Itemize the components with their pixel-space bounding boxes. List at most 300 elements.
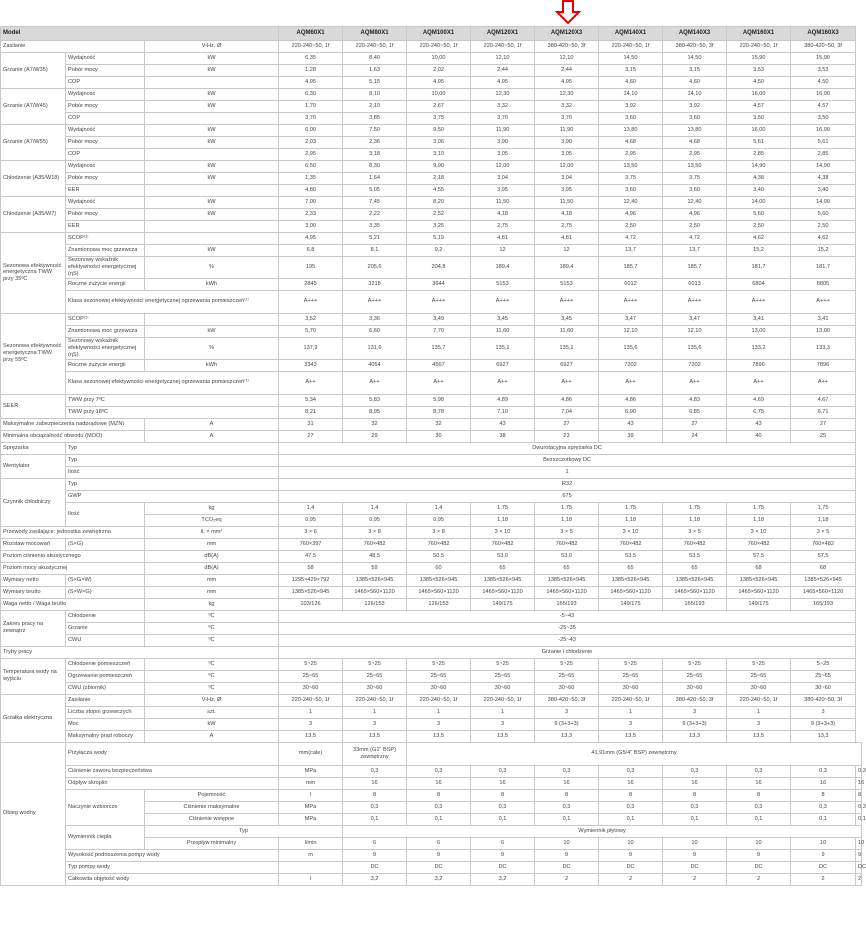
table-cell: Grzanie bbox=[66, 622, 145, 634]
table-cell: Roczne zużycie energii bbox=[66, 359, 145, 371]
table-cell: kW bbox=[145, 65, 279, 77]
table-cell: 1,18 bbox=[535, 514, 599, 526]
table-cell: 13,5 bbox=[471, 730, 535, 742]
table-cell: 3,04 bbox=[535, 173, 599, 185]
table-cell: 220-240~50, 1f bbox=[279, 694, 343, 706]
table-cell: 1385×526×945 bbox=[535, 574, 599, 586]
table-cell: 0,1 bbox=[727, 813, 791, 825]
table-cell: 380-420~50, 3f bbox=[791, 694, 856, 706]
table-cell: DC bbox=[343, 861, 407, 873]
table-cell: 53,5 bbox=[599, 550, 663, 562]
table-cell: MPa bbox=[279, 765, 343, 777]
table-row bbox=[1, 197, 862, 209]
table-cell: 1465×560×1120 bbox=[407, 586, 471, 598]
table-cell: 3,2 bbox=[343, 873, 407, 885]
table-cell: Przewody zasilające: jednostka zewnętrzna bbox=[1, 526, 145, 538]
table-row bbox=[1, 730, 862, 742]
table-row bbox=[1, 65, 862, 77]
table-cell: 8 bbox=[535, 789, 599, 801]
table-cell: 0,95 bbox=[407, 514, 471, 526]
table-row bbox=[1, 245, 862, 257]
table-cell: ºC bbox=[145, 670, 279, 682]
table-cell: 40 bbox=[727, 430, 791, 442]
table-cell: Moc bbox=[66, 718, 145, 730]
table-cell: Pobór mocy bbox=[66, 137, 145, 149]
table-cell: 185,7 bbox=[599, 257, 663, 279]
table-cell: Liczba stopni grzewczych bbox=[66, 706, 145, 718]
table-row bbox=[1, 610, 862, 622]
table-cell: 204,8 bbox=[407, 257, 471, 279]
table-row bbox=[1, 789, 862, 801]
table-cell: (S×G×W) bbox=[66, 574, 145, 586]
table-cell: Wymiennik ciepła bbox=[66, 825, 145, 849]
table-cell: 0,95 bbox=[343, 514, 407, 526]
table-cell: 3,70 bbox=[471, 113, 535, 125]
table-cell: 6,90 bbox=[599, 406, 663, 418]
table-cell: Zasilanie bbox=[66, 694, 145, 706]
table-cell: 16,00 bbox=[727, 125, 791, 137]
table-row bbox=[1, 430, 862, 442]
table-row bbox=[1, 873, 862, 885]
table-cell: 11,60 bbox=[471, 325, 535, 337]
table-cell: % bbox=[145, 337, 279, 359]
table-row bbox=[1, 290, 862, 313]
table-cell: 0,3 bbox=[407, 801, 471, 813]
table-cell: 1295×429×792 bbox=[279, 574, 343, 586]
table-cell: -25~35 bbox=[279, 622, 856, 634]
table-cell: 133,3 bbox=[791, 337, 856, 359]
table-cell: 8 bbox=[856, 789, 862, 801]
table-cell: 7,70 bbox=[407, 325, 471, 337]
table-cell: A++ bbox=[663, 371, 727, 394]
model-header: AQM80X1 bbox=[343, 27, 407, 41]
table-cell: 2,44 bbox=[471, 65, 535, 77]
table-cell: Typ bbox=[66, 442, 279, 454]
table-cell: 3,49 bbox=[407, 313, 471, 325]
table-cell: 6805 bbox=[791, 278, 856, 290]
table-cell: 30~60 bbox=[663, 682, 727, 694]
table-cell: 1465×560×1120 bbox=[535, 586, 599, 598]
table-cell: 4567 bbox=[407, 359, 471, 371]
table-cell: 3,41 bbox=[727, 313, 791, 325]
table-cell: l bbox=[279, 789, 343, 801]
table-cell: 3218 bbox=[343, 278, 407, 290]
table-cell: 6,85 bbox=[663, 406, 727, 418]
table-cell: 5,61 bbox=[727, 137, 791, 149]
table-cell: 0,3 bbox=[471, 765, 535, 777]
table-row bbox=[1, 706, 862, 718]
table-cell: 2,75 bbox=[471, 221, 535, 233]
table-row bbox=[1, 550, 862, 562]
table-cell: 53,0 bbox=[535, 550, 599, 562]
table-cell: 2 bbox=[663, 873, 727, 885]
table-cell: 14,00 bbox=[727, 197, 791, 209]
table-cell: Ciśnienie zaworu bezpieczeństwa bbox=[66, 765, 279, 777]
table-cell: 2,18 bbox=[407, 173, 471, 185]
table-cell: 12,10 bbox=[471, 53, 535, 65]
table-row bbox=[1, 646, 862, 658]
table-cell: 1,18 bbox=[471, 514, 535, 526]
table-cell: A++ bbox=[791, 371, 856, 394]
table-cell: 1,75 bbox=[599, 502, 663, 514]
table-cell: 2,02 bbox=[407, 65, 471, 77]
table-cell: Ilość bbox=[66, 466, 279, 478]
table-cell: Wydajność bbox=[66, 197, 145, 209]
table-cell: 27 bbox=[663, 418, 727, 430]
table-cell: 5153 bbox=[535, 278, 599, 290]
table-cell: 135,6 bbox=[599, 337, 663, 359]
table-cell: 220-240~50, 1f bbox=[407, 41, 471, 53]
table-cell: 1385×526×945 bbox=[407, 574, 471, 586]
table-cell: A+++ bbox=[791, 290, 856, 313]
table-cell: 25~65 bbox=[727, 670, 791, 682]
table-cell: CWU (zbiornik) bbox=[66, 682, 145, 694]
table-row bbox=[1, 466, 862, 478]
table-cell: szt. bbox=[145, 706, 279, 718]
table-cell: 0,3 bbox=[535, 801, 599, 813]
table-row bbox=[1, 325, 862, 337]
table-cell: 9 bbox=[471, 849, 535, 861]
table-cell: 3,60 bbox=[663, 185, 727, 197]
table-cell: 3 × 10 bbox=[471, 526, 535, 538]
table-cell: SEER bbox=[1, 394, 66, 418]
table-cell: 14,10 bbox=[599, 89, 663, 101]
table-cell: 220-240~50, 1f bbox=[279, 41, 343, 53]
table-cell: 6,00 bbox=[279, 125, 343, 137]
table-cell: 4,50 bbox=[791, 77, 856, 89]
table-cell: 4,50 bbox=[727, 77, 791, 89]
table-cell: SCOP⁽¹⁾ bbox=[66, 313, 145, 325]
table-cell: 165/193 bbox=[535, 598, 599, 610]
table-cell: 4,81 bbox=[535, 233, 599, 245]
table-cell: 4,69 bbox=[727, 394, 791, 406]
table-row bbox=[1, 359, 862, 371]
table-cell: 2,50 bbox=[599, 221, 663, 233]
table-cell: 220-240~50, 1f bbox=[343, 694, 407, 706]
table-cell: Typ bbox=[66, 454, 279, 466]
table-cell: 0,3 bbox=[407, 765, 471, 777]
table-cell: 5~25 bbox=[471, 658, 535, 670]
table-cell: 53,5 bbox=[663, 550, 727, 562]
table-cell: 9,2 bbox=[407, 245, 471, 257]
table-row bbox=[1, 125, 862, 137]
table-cell: mm bbox=[145, 586, 279, 598]
table-cell: A bbox=[145, 730, 279, 742]
table-cell: Grzanie (A7/W45) bbox=[1, 89, 66, 125]
table-cell: A++ bbox=[535, 371, 599, 394]
table-row bbox=[1, 137, 862, 149]
table-cell: 3,41 bbox=[791, 313, 856, 325]
table-cell: 4,62 bbox=[727, 233, 791, 245]
table-cell: 0,3 bbox=[599, 801, 663, 813]
table-cell: 12,30 bbox=[471, 89, 535, 101]
table-cell: 4054 bbox=[343, 359, 407, 371]
model-header: AQM100X1 bbox=[407, 27, 471, 41]
table-cell: DC bbox=[791, 861, 856, 873]
table-cell: Klasa sezonowej efektywności energetycznej ogrzewania pomieszczeń⁽¹⁾ bbox=[66, 371, 279, 394]
table-row bbox=[1, 682, 862, 694]
table-cell: 6 bbox=[471, 837, 535, 849]
table-cell: 13,5 bbox=[407, 730, 471, 742]
table-cell: Wydajność bbox=[66, 125, 145, 137]
table-cell: 220-240~50, 1f bbox=[727, 694, 791, 706]
table-cell: dB(A) bbox=[145, 562, 279, 574]
table-cell: 2,52 bbox=[407, 209, 471, 221]
table-cell: kWh bbox=[145, 278, 279, 290]
table-cell: Ogrzewanie pomieszczeń bbox=[66, 670, 145, 682]
table-cell: 2 bbox=[599, 873, 663, 885]
table-cell: 9 bbox=[535, 849, 599, 861]
table-header-row bbox=[1, 27, 862, 41]
table-cell: 0,1 bbox=[663, 813, 727, 825]
model-header: AQM160X3 bbox=[791, 27, 856, 41]
table-cell: kW bbox=[145, 137, 279, 149]
table-cell: 1,75 bbox=[727, 502, 791, 514]
table-cell: MPa bbox=[279, 813, 343, 825]
table-cell: 135,7 bbox=[407, 337, 471, 359]
table-cell: ºC bbox=[145, 682, 279, 694]
table-cell: 8,30 bbox=[343, 161, 407, 173]
table-cell: 30~60 bbox=[343, 682, 407, 694]
table-cell: 53,0 bbox=[471, 550, 535, 562]
table-cell: 3 bbox=[599, 718, 663, 730]
table-cell: 1,18 bbox=[727, 514, 791, 526]
table-cell: A++ bbox=[599, 371, 663, 394]
table-cell: 0,1 bbox=[791, 813, 856, 825]
table-row bbox=[1, 574, 862, 586]
table-cell: 3 × 8 bbox=[407, 526, 471, 538]
table-cell: 181,7 bbox=[791, 257, 856, 279]
table-cell: 8 bbox=[791, 789, 856, 801]
table-cell: 4,72 bbox=[599, 233, 663, 245]
table-cell: 10 bbox=[727, 837, 791, 849]
table-cell: A+++ bbox=[599, 290, 663, 313]
table-row bbox=[1, 490, 862, 502]
table-cell: 1385×526×945 bbox=[599, 574, 663, 586]
table-cell: 4,95 bbox=[279, 77, 343, 89]
table-cell: 3 bbox=[791, 706, 856, 718]
table-cell: 1385×526×945 bbox=[471, 574, 535, 586]
table-cell: 3,92 bbox=[663, 101, 727, 113]
table-cell: 30~60 bbox=[727, 682, 791, 694]
table-cell: 0,3 bbox=[727, 765, 791, 777]
table-cell: 3,75 bbox=[663, 173, 727, 185]
table-cell: TCO₂eq bbox=[145, 514, 279, 526]
table-cell: 25 bbox=[791, 430, 856, 442]
table-cell: 3,10 bbox=[407, 149, 471, 161]
table-cell: 760×482 bbox=[343, 538, 407, 550]
table-cell: 181,7 bbox=[727, 257, 791, 279]
table-cell: 32 bbox=[407, 418, 471, 430]
table-cell bbox=[145, 113, 279, 125]
table-cell: 6,71 bbox=[791, 406, 856, 418]
table-cell: 4,95 bbox=[471, 77, 535, 89]
table-cell: 65 bbox=[599, 562, 663, 574]
table-cell: 27 bbox=[535, 418, 599, 430]
table-cell: 0,3 bbox=[727, 801, 791, 813]
table-cell: 13,00 bbox=[791, 325, 856, 337]
table-cell: 1 bbox=[407, 706, 471, 718]
table-cell: 205,6 bbox=[343, 257, 407, 279]
table-row bbox=[1, 337, 862, 359]
table-cell: kW bbox=[145, 173, 279, 185]
table-cell: Chłodzenie (A35/W18) bbox=[1, 161, 66, 197]
table-cell: 3,95 bbox=[535, 185, 599, 197]
table-cell: 11,50 bbox=[471, 197, 535, 209]
table-cell: 3,2 bbox=[407, 873, 471, 885]
table-cell: Wydajność bbox=[66, 53, 145, 65]
table-cell: 11,60 bbox=[535, 325, 599, 337]
table-cell: 13,5 bbox=[279, 730, 343, 742]
table-cell: 65 bbox=[663, 562, 727, 574]
table-cell: 7202 bbox=[599, 359, 663, 371]
table-row bbox=[1, 233, 862, 245]
table-cell: il. × mm² bbox=[145, 526, 279, 538]
table-row bbox=[1, 454, 862, 466]
table-cell: mm bbox=[145, 574, 279, 586]
table-cell: 25~65 bbox=[407, 670, 471, 682]
table-row bbox=[1, 694, 862, 706]
table-cell: 4,95 bbox=[407, 77, 471, 89]
table-cell: Ciśnienie maksymalne bbox=[145, 801, 279, 813]
table-cell: 3,25 bbox=[407, 221, 471, 233]
table-cell: 10 bbox=[856, 837, 862, 849]
table-cell: A+++ bbox=[727, 290, 791, 313]
table-cell: GWP bbox=[66, 490, 279, 502]
table-cell: A+++ bbox=[535, 290, 599, 313]
table-row bbox=[1, 598, 862, 610]
table-cell: DC bbox=[663, 861, 727, 873]
table-cell: COP bbox=[66, 77, 145, 89]
table-cell: Pobór mocy bbox=[66, 173, 145, 185]
table-cell: 4,57 bbox=[791, 101, 856, 113]
table-cell: 4,55 bbox=[407, 185, 471, 197]
table-cell: 5~25 bbox=[791, 658, 856, 670]
table-cell: kW bbox=[145, 245, 279, 257]
table-cell: 2,22 bbox=[343, 209, 407, 221]
table-cell: A++ bbox=[343, 371, 407, 394]
table-row bbox=[1, 113, 862, 125]
table-cell: 1,28 bbox=[279, 65, 343, 77]
table-cell: 3,36 bbox=[343, 313, 407, 325]
table-cell: 58 bbox=[279, 562, 343, 574]
table-cell: 3,92 bbox=[599, 101, 663, 113]
table-cell: 4,96 bbox=[663, 209, 727, 221]
table-cell: 4,81 bbox=[471, 233, 535, 245]
table-cell: 2845 bbox=[279, 278, 343, 290]
table-cell: 4,18 bbox=[471, 209, 535, 221]
table-cell: 5,34 bbox=[279, 394, 343, 406]
table-cell: 1,75 bbox=[791, 502, 856, 514]
table-cell: 14,90 bbox=[791, 161, 856, 173]
table-cell: 1 bbox=[279, 466, 856, 478]
table-cell: 3,53 bbox=[727, 65, 791, 77]
table-cell: 4,83 bbox=[663, 394, 727, 406]
table-cell: 1,75 bbox=[535, 502, 599, 514]
table-cell: 1,35 bbox=[279, 173, 343, 185]
table-cell: 760×482 bbox=[599, 538, 663, 550]
table-cell: Waga netto / Waga brutto bbox=[1, 598, 145, 610]
table-cell: Pojemność bbox=[145, 789, 279, 801]
model-header: AQM120X3 bbox=[535, 27, 599, 41]
table-cell: 1 bbox=[471, 706, 535, 718]
table-cell: TWW przy 7ºC bbox=[66, 394, 279, 406]
table-cell: 27 bbox=[279, 430, 343, 442]
table-cell: 0,3 bbox=[535, 765, 599, 777]
table-cell: 8,95 bbox=[343, 406, 407, 418]
table-cell: ºC bbox=[145, 658, 279, 670]
table-cell: 30~60 bbox=[279, 682, 343, 694]
table-cell: 3,60 bbox=[599, 113, 663, 125]
table-cell: 12,40 bbox=[663, 197, 727, 209]
table-cell: 5,98 bbox=[407, 394, 471, 406]
table-cell: 3 bbox=[663, 706, 727, 718]
table-cell: 4,38 bbox=[727, 173, 791, 185]
table-cell: 380-420~50, 3f bbox=[535, 41, 599, 53]
table-cell: 9 bbox=[407, 849, 471, 861]
table-cell: 3,85 bbox=[343, 113, 407, 125]
table-cell: 5,60 bbox=[727, 209, 791, 221]
table-cell: 8,10 bbox=[343, 89, 407, 101]
table-cell: 59 bbox=[343, 562, 407, 574]
table-cell: 3,75 bbox=[407, 113, 471, 125]
table-cell: 189,4 bbox=[471, 257, 535, 279]
table-cell: 14,10 bbox=[663, 89, 727, 101]
table-cell: 1,75 bbox=[471, 502, 535, 514]
table-cell: 2,95 bbox=[663, 149, 727, 161]
table-cell: kW bbox=[145, 125, 279, 137]
table-cell: 10 bbox=[791, 837, 856, 849]
table-row bbox=[1, 371, 862, 394]
table-cell: kW bbox=[145, 53, 279, 65]
table-cell: 25~65 bbox=[663, 670, 727, 682]
table-cell: 25~65 bbox=[471, 670, 535, 682]
table-row bbox=[1, 825, 862, 837]
table-cell: 4,68 bbox=[663, 137, 727, 149]
table-row bbox=[1, 538, 862, 550]
table-row bbox=[1, 406, 862, 418]
table-cell: 30~60 bbox=[471, 682, 535, 694]
table-cell: 57,5 bbox=[727, 550, 791, 562]
table-cell: 8 bbox=[343, 789, 407, 801]
table-cell: Pobór mocy bbox=[66, 209, 145, 221]
table-cell: 39 bbox=[599, 430, 663, 442]
table-cell: 2 bbox=[727, 873, 791, 885]
table-cell: 126/153 bbox=[343, 598, 407, 610]
table-cell bbox=[145, 221, 279, 233]
table-row bbox=[1, 634, 862, 646]
table-cell: A++ bbox=[407, 371, 471, 394]
table-row bbox=[1, 718, 862, 730]
table-cell: 1,4 bbox=[407, 502, 471, 514]
table-cell: kW bbox=[145, 101, 279, 113]
table-cell: 3 × 6 bbox=[279, 526, 343, 538]
table-cell: 12,00 bbox=[535, 161, 599, 173]
table-cell: 6804 bbox=[727, 278, 791, 290]
table-cell: 1 bbox=[599, 706, 663, 718]
table-cell: 13,00 bbox=[727, 325, 791, 337]
table-cell: DC bbox=[599, 861, 663, 873]
table-cell: (S×G) bbox=[66, 538, 145, 550]
table-cell: 4,86 bbox=[535, 394, 599, 406]
table-cell: ºC bbox=[145, 634, 279, 646]
table-cell: 149/175 bbox=[471, 598, 535, 610]
table-cell: 16 bbox=[727, 777, 791, 789]
table-row bbox=[1, 173, 862, 185]
table-cell: 12,40 bbox=[599, 197, 663, 209]
table-cell: mm bbox=[279, 777, 343, 789]
table-cell: 10 bbox=[663, 837, 727, 849]
